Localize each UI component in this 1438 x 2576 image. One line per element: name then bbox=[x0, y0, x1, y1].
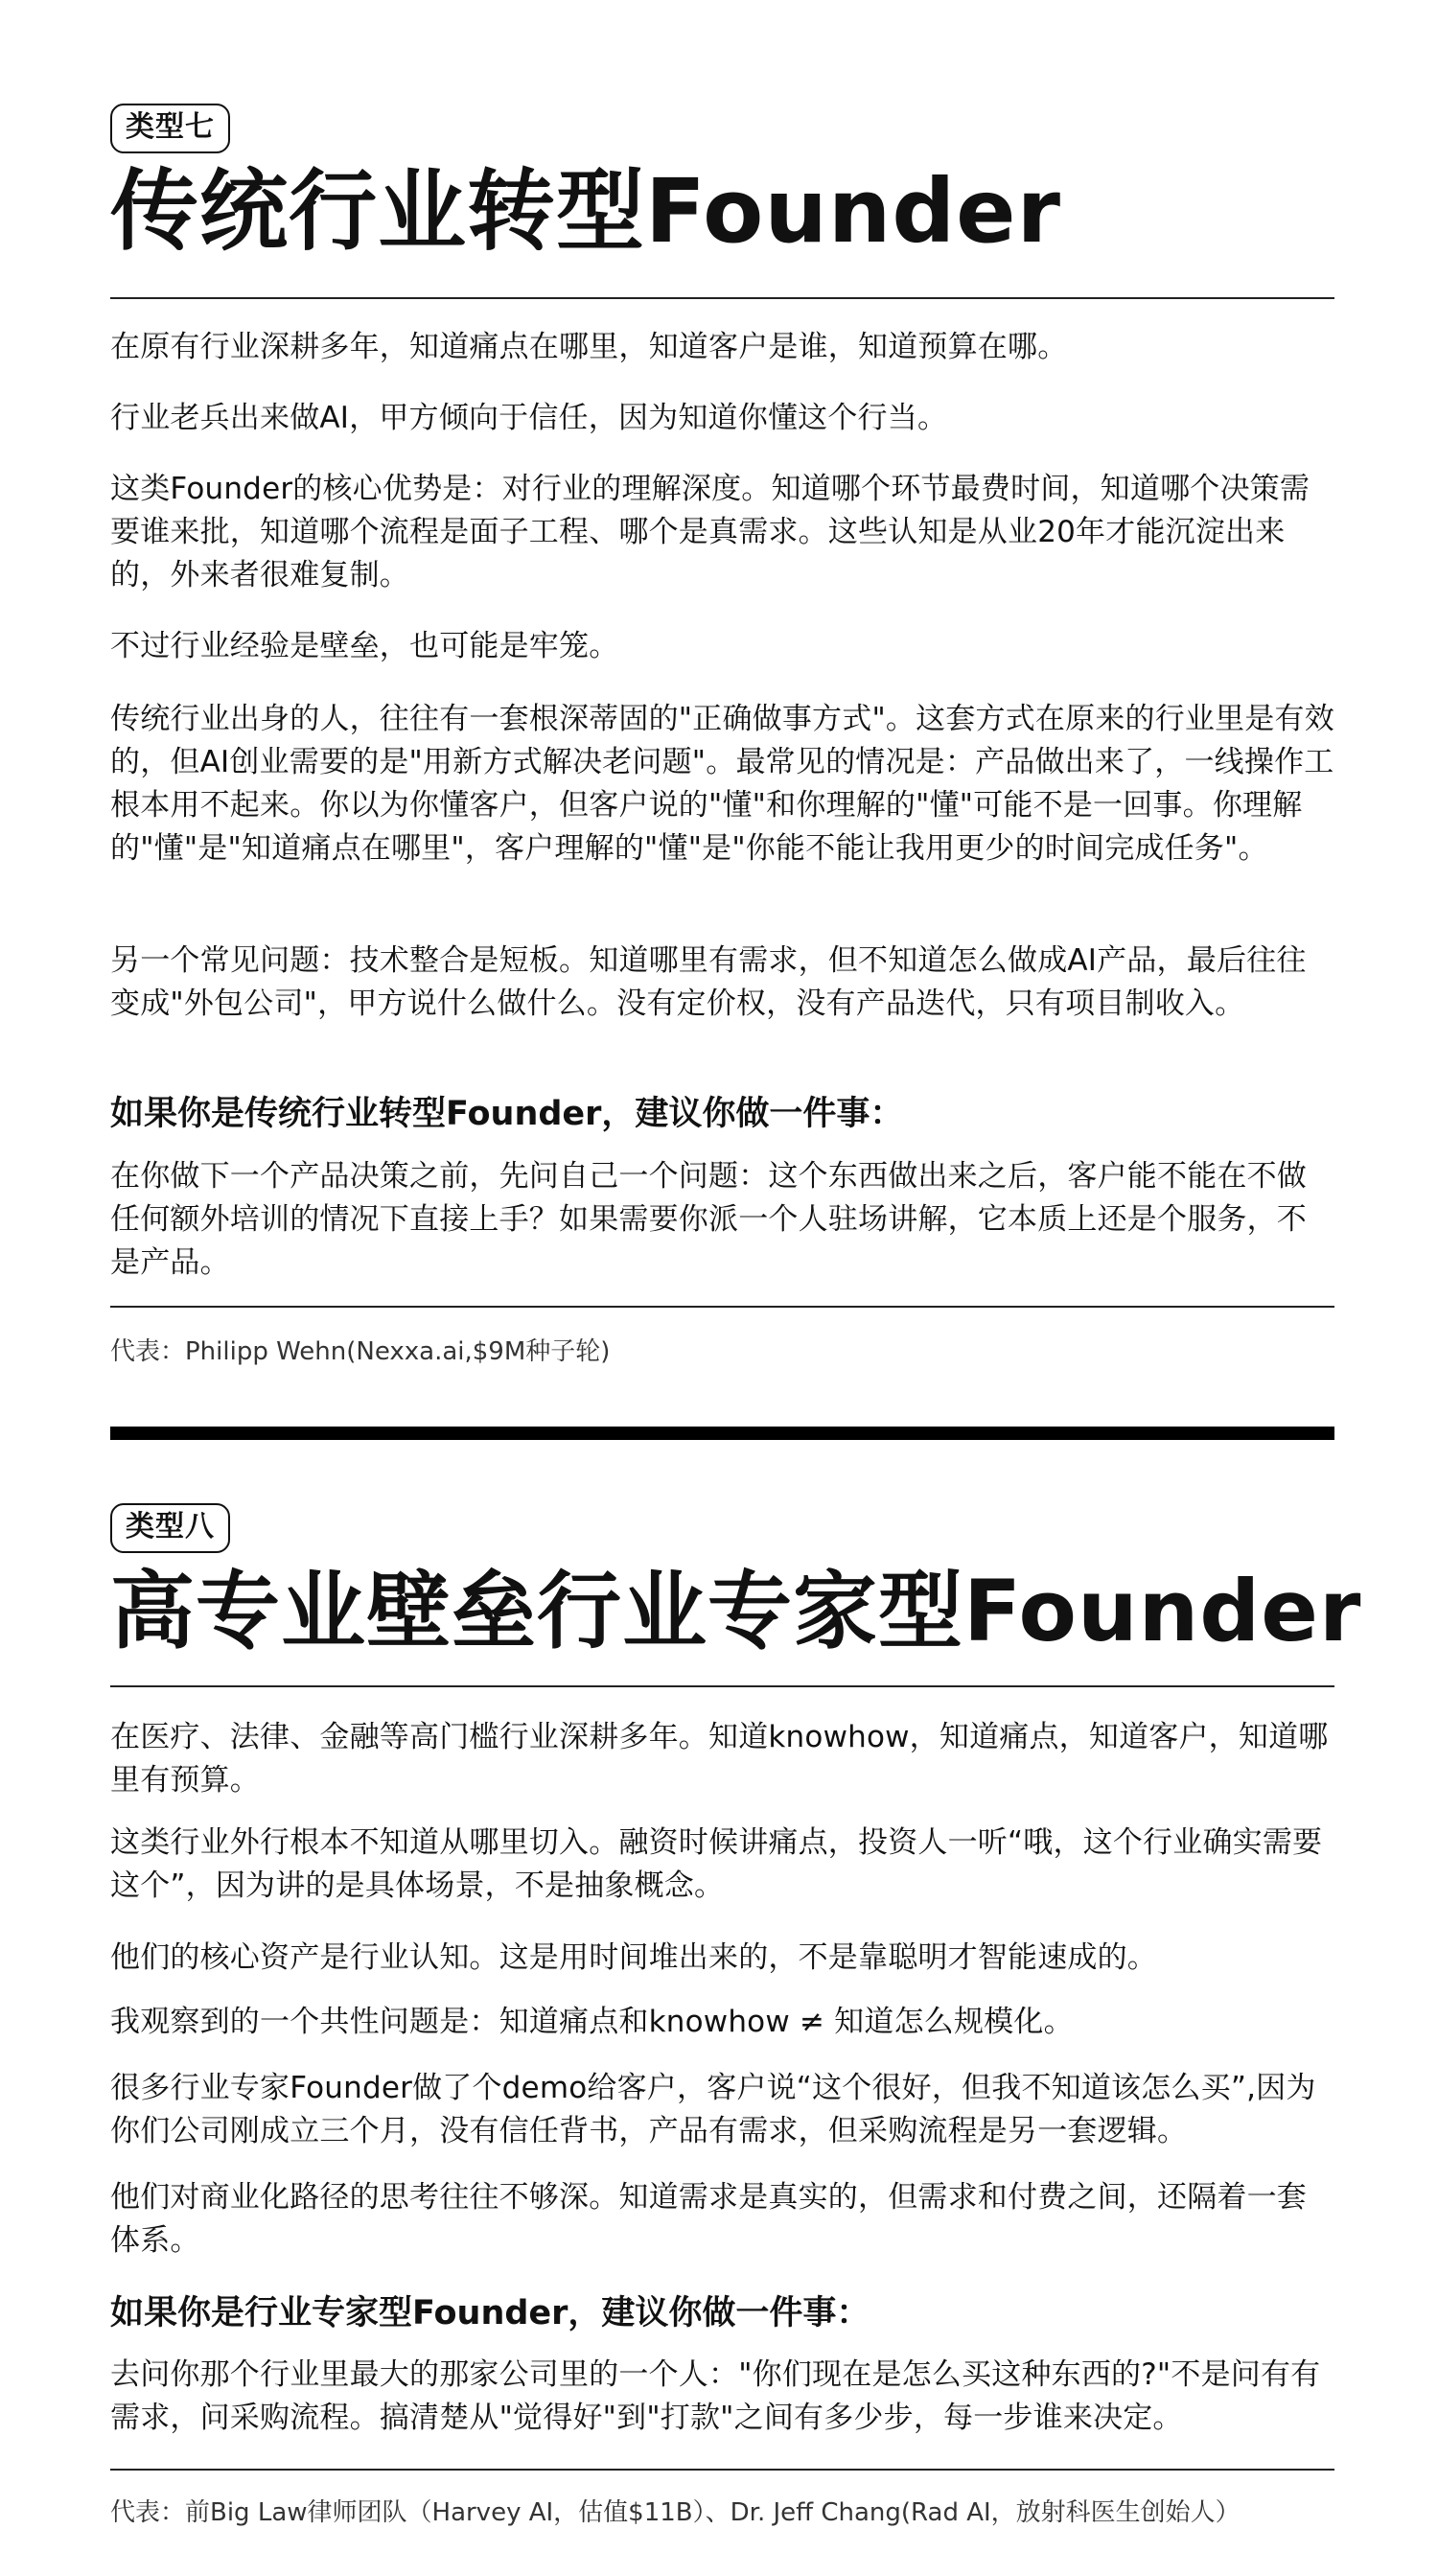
paragraph: 在医疗、法律、金融等高门槛行业深耕多年。知道knowhow，知道痛点，知道客户，知道哪里有预算。 bbox=[110, 1720, 1329, 1798]
paragraph: 这类行业外行根本不知道从哪里切入。融资时候讲痛点，投资人一听“哦，这个行业确实需要这个”，因为讲的是具体场景，不是抽象概念。 bbox=[110, 1825, 1323, 1903]
divider bbox=[110, 297, 1334, 299]
type-tag: 类型八 bbox=[110, 1503, 230, 1553]
divider bbox=[110, 1306, 1334, 1308]
section-title: 高专业壁垒行业专家型Founder bbox=[110, 1562, 1362, 1660]
section-title: 传统行业转型Founder bbox=[110, 160, 1061, 263]
paragraph: 他们的核心资产是行业认知。这是用时间堆出来的，不是靠聪明才智能速成的。 bbox=[110, 1940, 1157, 1975]
paragraph: 另一个常见问题：技术整合是短板。知道哪里有需求，但不知道怎么做成AI产品，最后往往变成"外包公司"，甲方说什么做什么。没有定价权，没有产品迭代，只有项目制收入。 bbox=[110, 943, 1307, 1021]
section-type-eight bbox=[110, 1503, 1362, 1664]
paragraph: 很多行业专家Founder做了个demo给客户，客户说“这个很好，但我不知道该怎么买”,因为你们公司刚成立三个月，没有信任背书，产品有需求，但采购流程是另一套逻辑。 bbox=[110, 2071, 1316, 2148]
section-separator bbox=[110, 1427, 1334, 1440]
paragraph: 在原有行业深耕多年，知道痛点在哪里，知道客户是谁，知道预算在哪。 bbox=[110, 330, 1068, 364]
advice-heading: 如果你是行业专家型Founder，建议你做一件事： bbox=[110, 2294, 870, 2332]
representative-note: 代表：Philipp Wehn(Nexxa.ai,$9M种子轮) bbox=[110, 1337, 611, 1366]
section-type-seven bbox=[110, 104, 1334, 265]
type-tag: 类型七 bbox=[110, 104, 230, 153]
advice-text: 去问你那个行业里最大的那家公司里的一个人："你们现在是怎么买这种东西的?"不是问有有需求，问采购流程。搞清楚从"觉得好"到"打款"之间有多少步，每一步谁来决定。 bbox=[110, 2357, 1321, 2435]
paragraph: 这类Founder的核心优势是：对行业的理解深度。知道哪个环节最费时间，知道哪个决策需要谁来批，知道哪个流程是面子工程、哪个是真需求。这些认知是从业20年才能沉淀出来的，外来者很难复制。 bbox=[110, 472, 1310, 592]
representative-note: 代表：前Big Law律师团队（Harvey AI，估值$11B）、Dr. Jeff Chang(Rad AI，放射科医生创始人） bbox=[110, 2498, 1241, 2527]
paragraph: 他们对商业化路径的思考往往不够深。知道需求是真实的，但需求和付费之间，还隔着一套体系。 bbox=[110, 2180, 1307, 2258]
paragraph: 不过行业经验是壁垒，也可能是牢笼。 bbox=[110, 629, 619, 663]
paragraph: 我观察到的一个共性问题是：知道痛点和knowhow ≠ 知道怎么规模化。 bbox=[110, 2005, 1074, 2039]
divider bbox=[110, 2469, 1334, 2471]
divider bbox=[110, 1685, 1334, 1687]
advice-heading: 如果你是传统行业转型Founder，建议你做一件事： bbox=[110, 1095, 904, 1133]
paragraph: 行业老兵出来做AI，甲方倾向于信任，因为知道你懂这个行当。 bbox=[110, 401, 948, 435]
advice-text: 在你做下一个产品决策之前，先问自己一个问题：这个东西做出来之后，客户能不能在不做任何额外培训的情况下直接上手？如果需要你派一个人驻场讲解，它本质上还是个服务，不是产品。 bbox=[110, 1159, 1307, 1280]
paragraph: 传统行业出身的人，往往有一套根深蒂固的"正确做事方式"。这套方式在原来的行业里是有效的，但AI创业需要的是"用新方式解决老问题"。最常见的情况是：产品做出来了，一线操作工根本用不起来。你以为你懂客户，但客户说的"懂"和你理解的"懂"可能不是一回事。你理解的"懂"是"知道痛点在哪里"，客户理解的"懂"是"你能不能让我用更少的时间完成任务"。 bbox=[110, 702, 1334, 866]
